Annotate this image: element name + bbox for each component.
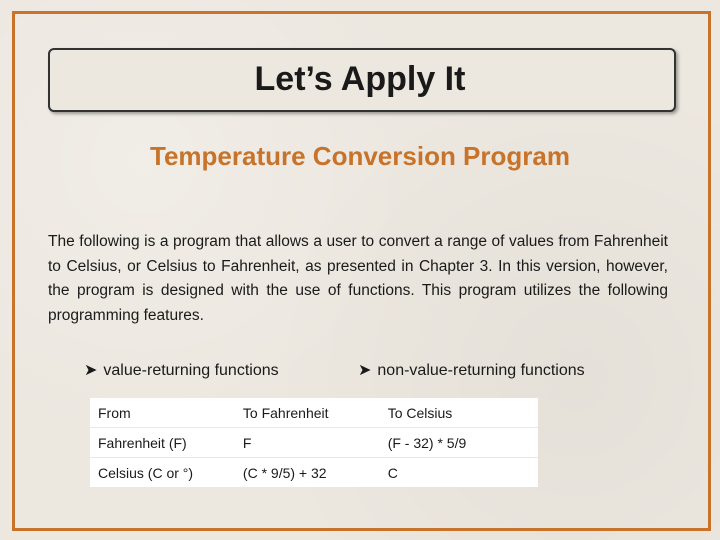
- table-cell: Celsius (C or °): [98, 464, 194, 481]
- arrow-bullet-icon: ➤: [84, 362, 98, 379]
- conversion-table: [90, 398, 538, 487]
- table-row: [90, 428, 538, 458]
- slide-subtitle: Temperature Conversion Program: [150, 141, 570, 171]
- feature-item-non-value-returning: [358, 360, 585, 380]
- table-cell: Fahrenheit (F): [90, 428, 235, 458]
- table-header-cell: From: [90, 398, 235, 428]
- table-row: [90, 458, 538, 488]
- table-cell: (F - 32) * 5/9: [380, 428, 538, 458]
- feature-label: non-value-returning functions: [377, 362, 585, 379]
- table-cell: (C * 9/5) + 32: [242, 464, 327, 481]
- description-paragraph: The following is a program that allows a user to convert a range of values from Fahrenheit to Celsius, or Celsius to Fahrenheit, as presented in Chapter 3. In this version, however, the program is designed with the use of functions. This program utilizes the following programming features.: [48, 233, 668, 324]
- table-header-cell: To Celsius: [380, 398, 538, 428]
- table-header-cell: To Fahrenheit: [235, 398, 380, 428]
- slide-title: Let’s Apply It: [254, 60, 466, 98]
- table-cell: F: [235, 428, 380, 458]
- arrow-bullet-icon: ➤: [358, 362, 372, 379]
- feature-label: value-returning functions: [103, 362, 279, 379]
- feature-item-value-returning: [84, 360, 279, 380]
- table-cell: C: [387, 464, 398, 481]
- table-header-row: [90, 398, 538, 428]
